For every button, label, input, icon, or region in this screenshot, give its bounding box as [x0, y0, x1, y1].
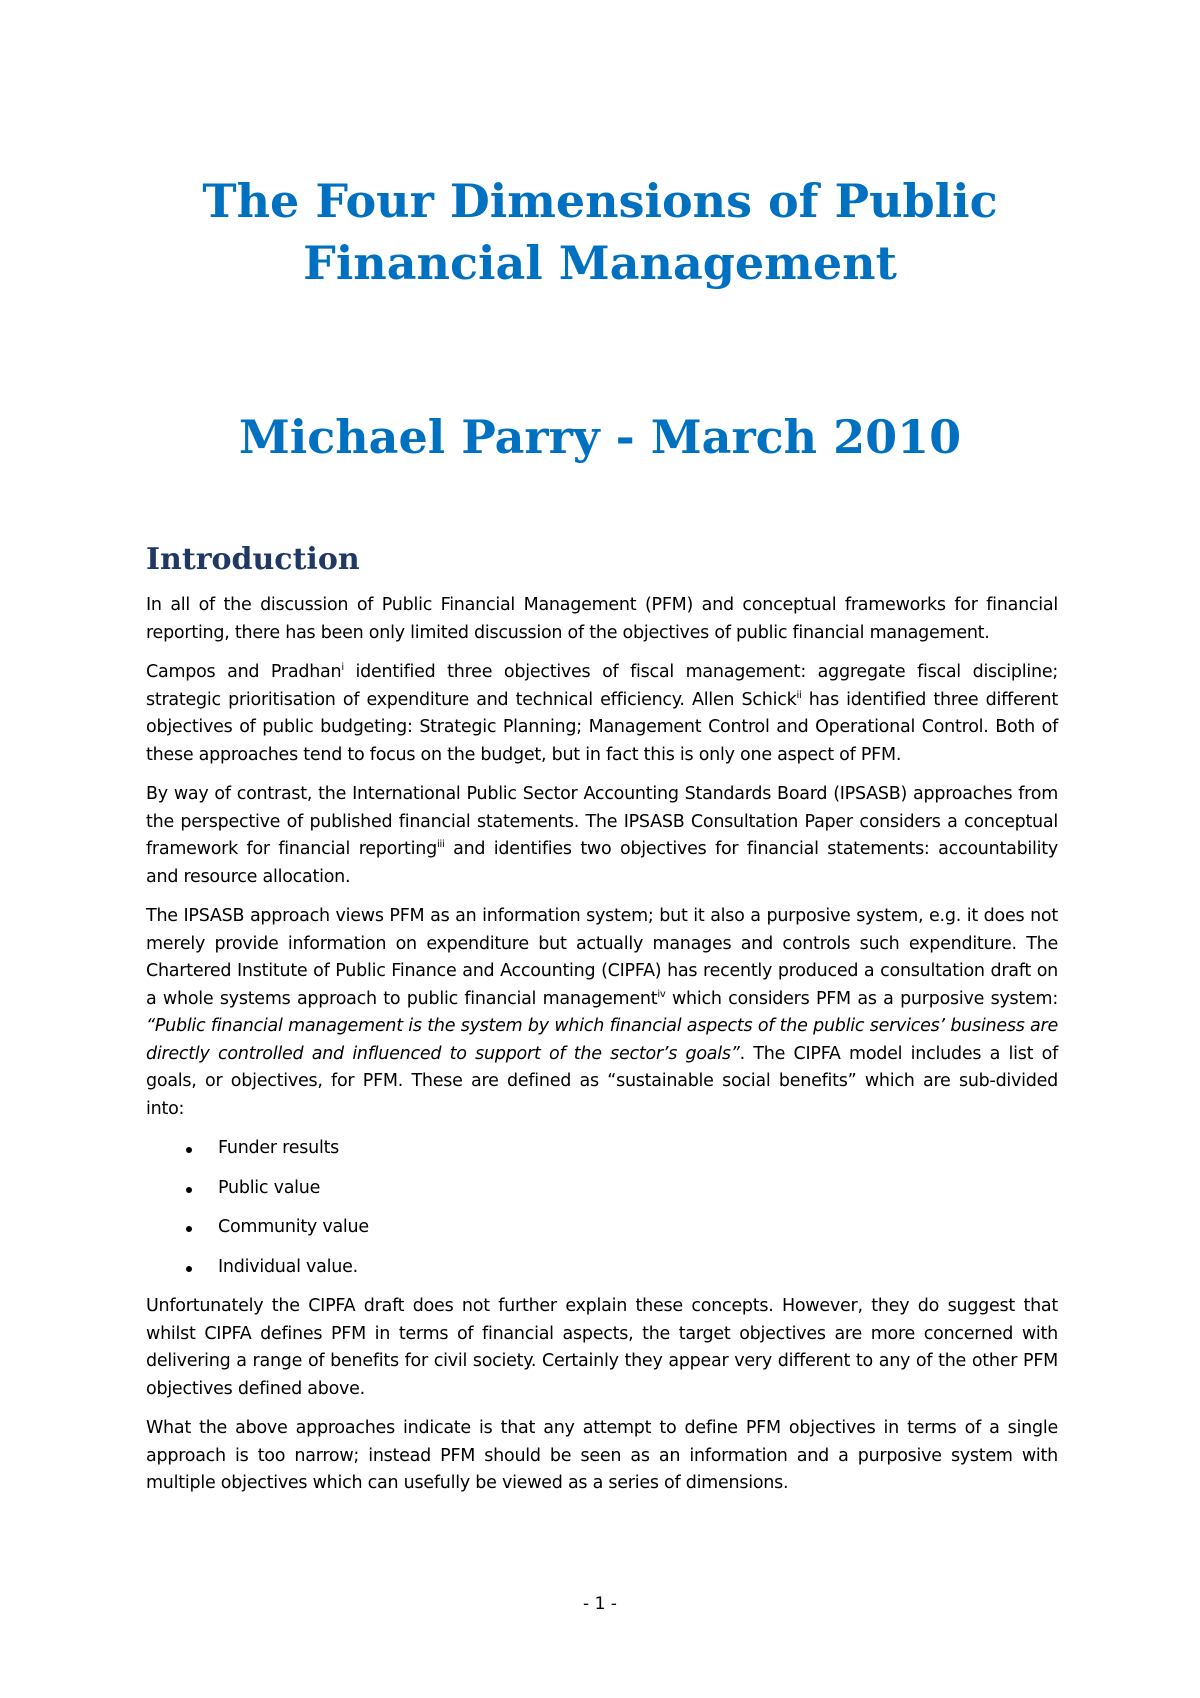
- bullet-icon: [186, 1266, 192, 1272]
- document-title: The Four Dimensions of Public Financial Management: [202, 174, 998, 290]
- list-item-label: Individual value.: [218, 1256, 358, 1277]
- paragraph-5: Unfortunately the CIPFA draft does not further explain these concepts. However, they do suggest that whilst CIPFA defines PFM in terms of financial aspects, the target objectives are more concerned with delivering a range of benefits for civil society. Certainly they appear very different to any of the other PFM objectives defined above.: [146, 1296, 1058, 1399]
- bullet-icon: [186, 1187, 192, 1193]
- benefits-list: [146, 1135, 1058, 1281]
- list-item: [146, 1214, 1058, 1242]
- page-number: - 1 -: [583, 1594, 617, 1614]
- list-item-label: Public value: [218, 1177, 321, 1198]
- paragraph-2: [146, 659, 1058, 769]
- paragraph-4-part-c: . The CIPFA model includes a list of goals, or objectives, for PFM. These are defined as “sustainable social benefits” which are sub-divided into:: [146, 1043, 1058, 1119]
- paragraph-3: [146, 781, 1058, 891]
- body-text: [146, 592, 1058, 1510]
- author-date-line: Michael Parry - March 2010: [238, 410, 962, 464]
- paragraph-2-part-b: identified three objectives of fiscal management: aggregate fiscal discipline; strategic prioritisation of expenditure and technical efficiency. Allen Schick: [146, 662, 1058, 710]
- paragraph-2-part-a: Campos and Pradhan: [146, 662, 342, 682]
- paragraph-4-part-a: The IPSASB approach views PFM as an information system; but it also a purposive system, e.g. it does not merely provide information on expenditure but actually manages and controls such expenditure. The Chartered Institute of Public Finance and Accounting (CIPFA) has recently produced a consultation draft on a whole systems approach to public financial management: [146, 906, 1058, 1009]
- list-item: [146, 1135, 1058, 1163]
- cipfa-definition-quote: “Public financial management is the system by which financial aspects of the public services’ business are directly controlled and influenced to support of the sector’s goals”: [146, 1016, 1058, 1064]
- paragraph-4: [146, 903, 1058, 1123]
- bullet-icon: [186, 1147, 192, 1153]
- paragraph-3-part-b: and identifies two objectives for financial statements: accountability and resource allocation.: [146, 839, 1058, 887]
- paragraph-3-part-a: By way of contrast, the International Public Sector Accounting Standards Board (IPSASB) approaches from the perspective of published financial statements. The IPSASB Consultation Paper considers a conceptual framework for financial reporting: [146, 784, 1058, 859]
- list-item: [146, 1175, 1058, 1203]
- endnote-ref-iii[interactable]: iii: [436, 839, 445, 850]
- paragraph-1: In all of the discussion of Public Financial Management (PFM) and conceptual frameworks for financial reporting, there has been only limited discussion of the objectives of public financial management.: [146, 595, 1058, 643]
- section-heading: Introduction: [146, 542, 360, 577]
- paragraph-2-part-c: has identified three different objectives of public budgeting: Strategic Planning; Management Control and Operational Control. Both of these approaches tend to focus on the budget, but in fact this is only one aspect of PFM.: [146, 689, 1058, 765]
- paragraph-6: What the above approaches indicate is that any attempt to define PFM objectives in terms of a single approach is too narrow; instead PFM should be seen as an information and a purposive system with multiple objectives which can usefully be viewed as a series of dimensions.: [146, 1418, 1058, 1493]
- endnote-ref-ii[interactable]: ii: [796, 689, 802, 701]
- endnote-ref-iv[interactable]: iv: [657, 988, 666, 1000]
- endnote-ref-i[interactable]: i: [341, 662, 344, 673]
- bullet-icon: [186, 1226, 192, 1232]
- list-item: [146, 1254, 1058, 1282]
- list-item-label: Community value: [218, 1217, 369, 1237]
- paragraph-4-part-b: which considers PFM as a purposive system:: [665, 988, 1058, 1009]
- list-item-label: Funder results: [218, 1138, 340, 1158]
